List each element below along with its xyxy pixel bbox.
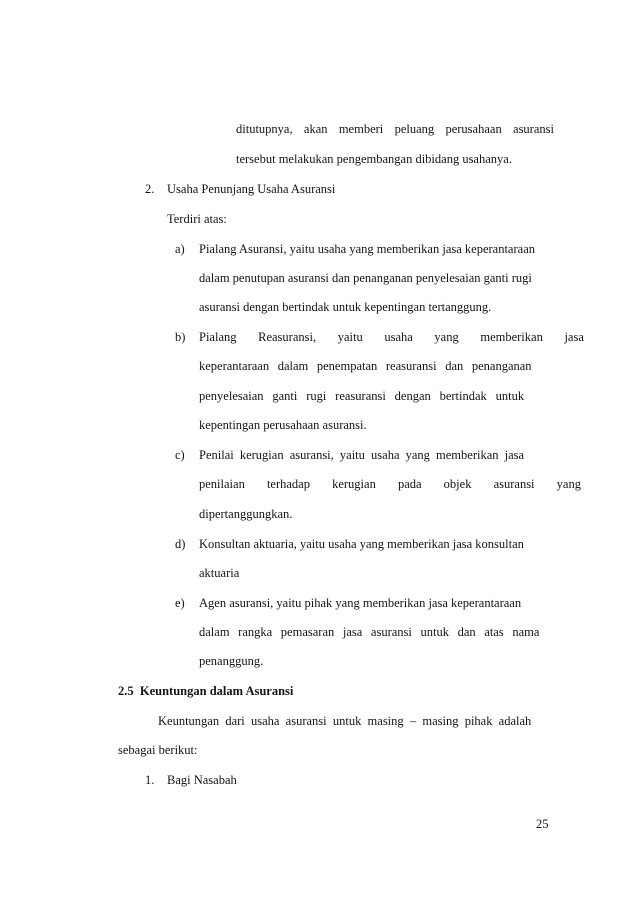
word: memberi — [338, 122, 384, 136]
subitem-b-marker: b) — [175, 330, 186, 344]
subitem-b-line-4: kepentingan perusahaan asuransi. — [199, 418, 367, 432]
subitem-d-marker: d) — [175, 537, 186, 551]
subitem-c-line-1: Penilai kerugian asuransi, yaitu usaha yang memberikan jasa — [199, 448, 525, 462]
subitem-b-line-1: Pialang Reasuransi, yaitu usaha yang memberikan jasa — [199, 330, 584, 344]
subitem-b-line-2: keperantaraan dalam penempatan reasuransi dan penanganan — [199, 359, 532, 373]
list-number-1: 1. — [145, 773, 155, 787]
word: ditutupnya, — [236, 122, 293, 136]
subitem-e-line-3: penanggung. — [199, 654, 264, 668]
subitem-c-marker: c) — [175, 448, 185, 462]
item-2-title: Usaha Penunjang Usaha Asuransi — [167, 182, 336, 196]
section-paragraph-line-1: Keuntungan dari usaha asuransi untuk masing – masing pihak adalah — [158, 714, 532, 728]
subitem-a-line-2: dalam penutupan asuransi dan penanganan penyelesaian ganti rugi — [199, 271, 532, 285]
word: peluang — [394, 122, 435, 136]
subitem-c-line-2: penilaian terhadap kerugian pada objek asuransi yang — [199, 477, 581, 491]
subitem-d-line-1: Konsultan aktuaria, yaitu usaha yang memberikan jasa konsultan — [199, 537, 524, 551]
subitem-a-line-1: Pialang Asuransi, yaitu usaha yang memberikan jasa keperantaraan — [199, 242, 535, 256]
section-paragraph-line-2: sebagai berikut: — [118, 743, 198, 757]
list-number-2: 2. — [145, 182, 155, 196]
subitem-e-marker: e) — [175, 596, 185, 610]
item-2-intro: Terdiri atas: — [167, 212, 227, 226]
page-number: 25 — [536, 817, 549, 831]
word: perusahaan — [445, 122, 502, 136]
subitem-a-marker: a) — [175, 242, 185, 256]
word: akan — [303, 122, 328, 136]
word: asuransi — [513, 122, 554, 136]
continuation-line-1 — [236, 121, 554, 137]
list-item-bagi-nasabah: Bagi Nasabah — [167, 773, 237, 787]
section-heading: 2.5 Keuntungan dalam Asuransi — [118, 684, 294, 698]
continuation-line-2: tersebut melakukan pengembangan dibidang usahanya. — [236, 152, 512, 166]
subitem-e-line-1: Agen asuransi, yaitu pihak yang memberikan jasa keperantaraan — [199, 596, 522, 610]
subitem-c-line-3: dipertanggungkan. — [199, 507, 293, 521]
subitem-d-line-2: aktuaria — [199, 566, 240, 580]
subitem-b-line-3: penyelesaian ganti rugi reasuransi dengan bertindak untuk — [199, 389, 525, 403]
subitem-a-line-3: asuransi dengan bertindak untuk kepentingan tertanggung. — [199, 300, 492, 314]
subitem-e-line-2: dalam rangka pemasaran jasa asuransi untuk dan atas nama — [199, 625, 540, 639]
